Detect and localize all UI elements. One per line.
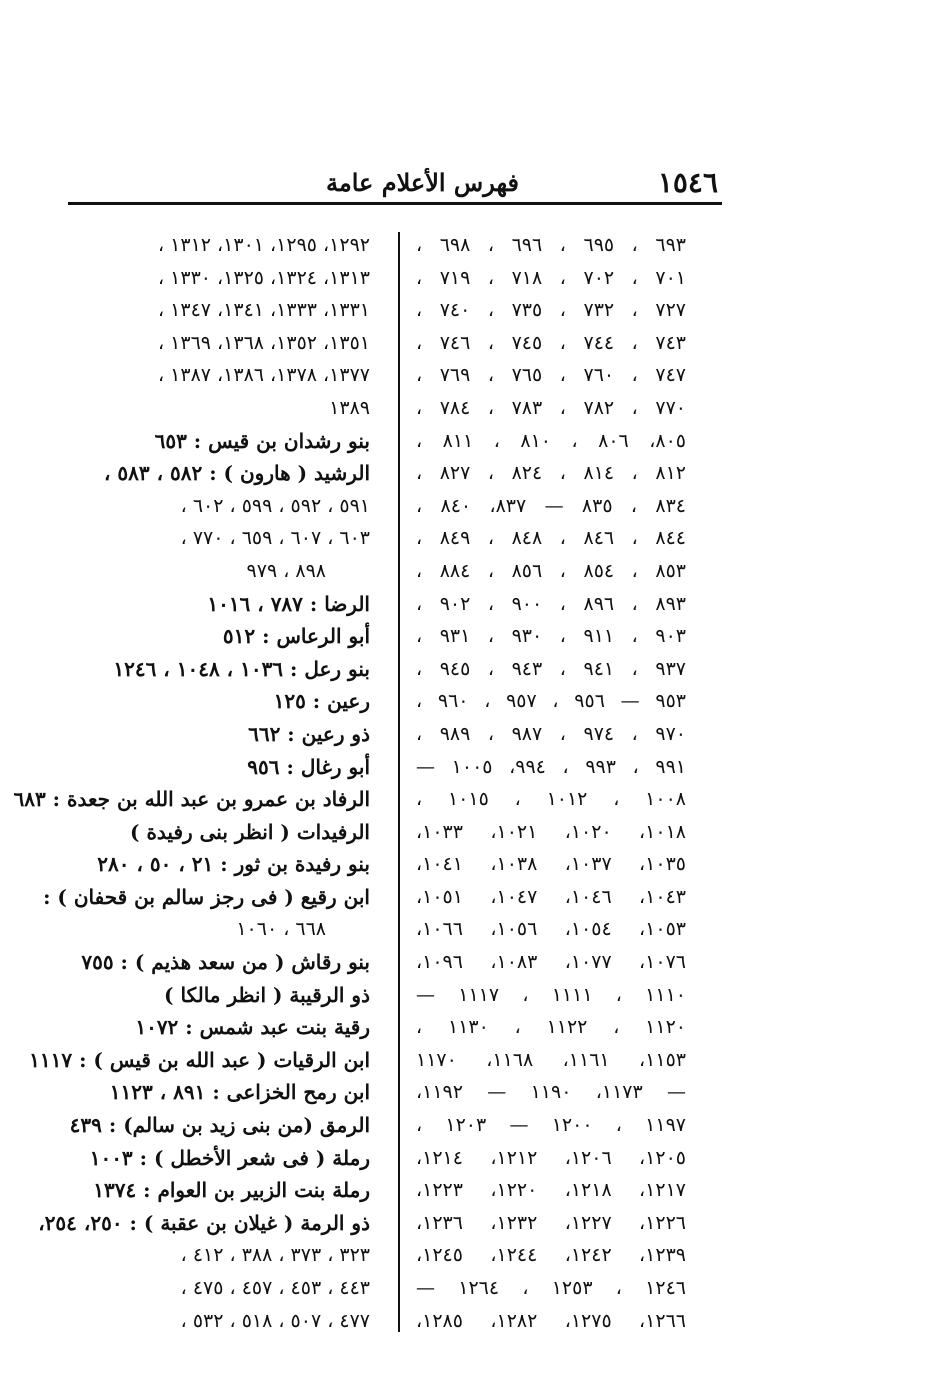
index-line: ١٣٨٩ [329,396,370,419]
index-entry: أبو الرعاس : ٥١٢ [222,624,370,649]
index-entry: ذو الرمة ( غيلان بن عقبة ) : ٢٥٠، ٢٥٤، [38,1210,370,1235]
index-entry: بنو رعل : ١٠٣٦ ، ١٠٤٨ ، ١٢٤٦ [113,656,370,681]
index-line: ١٢٠٥، ١٢٠٦، ١٢١٢، ١٢١٤، [416,1146,686,1169]
index-line: ٨٩٣ ، ٨٩٦ ، ٩٠٠ ، ٩٠٢ ، [416,592,686,615]
index-entry: ابن رمح الخزاعى : ٨٩١ ، ١١٢٣ [109,1080,370,1105]
index-column-right [416,229,686,1337]
index-line: ١٠٣٥، ١٠٣٧، ١٠٣٨، ١٠٤١، [416,853,686,876]
index-line: ٧٢٧ ، ٧٣٢ ، ٧٣٥ ، ٧٤٠ ، [416,299,686,322]
column-divider [398,232,400,1332]
index-line: ٨٥٣ ، ٨٥٤ ، ٨٥٦ ، ٨٨٤ ، [416,559,686,582]
index-line: ٨٤٤ ، ٨٤٦ ، ٨٤٨ ، ٨٤٩ ، [416,527,686,550]
index-entry: ذو الرقيبة ( انظر مالكا ) [164,982,370,1007]
index-line: ١٣٣١، ١٣٣٣، ١٣٤١، ١٣٤٧ ، [158,299,370,322]
index-line: ١٣٧٧، ١٣٧٨، ١٣٨٦، ١٣٨٧ ، [158,364,370,387]
index-line: ٨٠٥، ٨٠٦ ، ٨١٠ ، ٨١١ ، [416,429,686,452]
index-line: ١٠٥٣، ١٠٥٤، ١٠٥٦، ١٠٦٦، [416,918,686,941]
index-line: ١٠١٨، ١٠٢٠، ١٠٢١، ١٠٣٣، [416,820,686,843]
index-line: ١٢٤٦ ، ١٢٥٣ ، ١٢٦٤ — [416,1277,686,1299]
index-line: ٩٧٠ ، ٩٧٤ ، ٩٨٧ ، ٩٨٩ ، [416,722,686,745]
index-entry: بنو رشدان بن قيس : ٦٥٣ [154,428,370,453]
index-line: ١٣٥١، ١٣٥٢، ١٣٦٨، ١٣٦٩ ، [158,331,370,354]
index-entry: بنو رقاش ( من سعد هذيم ) : ٧٥٥ [81,950,370,975]
index-line: ٦٠٣ ، ٦٠٧ ، ٦٥٩ ، ٧٧٠ ، [180,527,370,550]
index-line: ١٢٢٦، ١٢٢٧، ١٢٣٢، ١٢٣٦، [416,1211,686,1234]
index-line: ٤٧٧ ، ٥٠٧ ، ٥١٨ ، ٥٣٢ ، [180,1309,370,1332]
index-line: ٣٢٣ ، ٣٧٣ ، ٣٨٨ ، ٤١٢ ، [180,1244,370,1267]
index-line: ٧٤٣ ، ٧٤٤ ، ٧٤٥ ، ٧٤٦ ، [416,331,686,354]
index-line: ٥٩١ ، ٥٩٢ ، ٥٩٩ ، ٦٠٢ ، [180,494,370,517]
index-line: ٤٤٣ ، ٤٥٣ ، ٤٥٧ ، ٤٧٥ ، [180,1277,370,1299]
index-entry: الرفاد بن عمرو بن عبد الله بن جعدة : ٦٨٣ [13,787,370,812]
index-column-left [13,229,370,1337]
index-line: ٨٩٨ ، ٩٧٩ [246,559,326,582]
index-entry: الرفيدات ( انظر بنى رفيدة ) [130,819,370,844]
index-line: ٧٧٠ ، ٧٨٢ ، ٧٨٣ ، ٧٨٤ ، [416,396,686,419]
index-entry: أبو رغال : ٩٥٦ [247,754,370,779]
page-header [70,166,722,202]
index-line: ١٠٠٨ ، ١٠١٢ ، ١٠١٥ ، [416,788,686,811]
index-line: ٦٦٨ ، ١٠٦٠ [236,918,326,941]
index-line: ١٢٣٩، ١٢٤٢، ١٢٤٤، ١٢٤٥، [416,1244,686,1267]
index-line: ١٢١٧، ١٢١٨، ١٢٢٠، ١٢٢٣، [416,1179,686,1202]
page-number: ١٥٤٦ [657,166,718,199]
index-line: ١١١٠ ، ١١١١ ، ١١١٧ — [416,983,686,1006]
index-line: ١١٥٣، ١١٦١، ١١٦٨، ١١٧٠ [416,1048,686,1071]
index-line: — ١١٧٣، ١١٩٠ — ١١٩٢، [416,1081,686,1104]
index-line: ٨٣٤ ، ٨٣٥ — ٨٣٧، ٨٤٠ ، [416,494,686,517]
index-line: ١٢٦٦، ١٢٧٥، ١٢٨٢، ١٢٨٥، [416,1309,686,1332]
index-entry: بنو رفيدة بن ثور : ٢١ ، ٥٠ ، ٢٨٠ [97,852,370,877]
index-line: ٧٤٧ ، ٧٦٠ ، ٧٦٥ ، ٧٦٩ ، [416,364,686,387]
index-entry: الرشيد ( هارون ) : ٥٨٢ ، ٥٨٣ ، [103,461,370,486]
index-entry: رملة بنت الزبير بن العوام : ١٣٧٤ [93,1178,370,1203]
index-entry: ابن رقيع ( فى رجز سالم بن قحفان ) : [43,884,370,909]
index-line: ٩٩١ ، ٩٩٣ ، ٩٩٤، ١٠٠٥ — [416,755,687,778]
header-rule [68,202,722,205]
index-line: ٩٠٣ ، ٩١١ ، ٩٣٠ ، ٩٣١ ، [416,625,686,648]
running-title: فهرس الأعلام عامة [326,168,519,197]
index-line: ٩٣٧ ، ٩٤١ ، ٩٤٣ ، ٩٤٥ ، [416,657,686,680]
index-line: ١١٩٧ ، ١٢٠٠ — ١٢٠٣ ، [416,1114,686,1137]
index-line: ٦٩٣ ، ٦٩٥ ، ٦٩٦ ، ٦٩٨ ، [416,234,686,256]
index-entry: الرمق (من بنى زيد بن سالم) : ٤٣٩ [69,1113,370,1138]
index-line: ١٢٩٢، ١٢٩٥، ١٣٠١، ١٣١٢ ، [158,234,370,256]
index-entry: ذو رعين : ٦٦٢ [248,721,370,746]
index-line: ٧٠١ ، ٧٠٢ ، ٧١٨ ، ٧١٩ ، [416,266,686,289]
index-entry: ابن الرقيات ( عبد الله بن قيس ) : ١١١٧ [29,1047,370,1072]
index-entry: رعين : ١٢٥ [273,689,370,714]
index-line: ١٠٤٣، ١٠٤٦، ١٠٤٧، ١٠٥١، [416,885,686,908]
index-line: ٩٥٣ — ٩٥٦ ، ٩٥٧ ، ٩٦٠ ، [416,690,686,713]
index-line: ١١٢٠ ، ١١٢٢ ، ١١٣٠ ، [416,1016,686,1039]
index-entry: رملة ( فى شعر الأخطل ) : ١٠٠٣ [89,1145,370,1170]
index-entry: الرضا : ٧٨٧ ، ١٠١٦ [207,591,370,616]
index-line: ١٣١٣، ١٣٢٤، ١٣٢٥، ١٣٣٠ ، [158,266,370,289]
index-line: ٨١٢ ، ٨١٤ ، ٨٢٤ ، ٨٢٧ ، [416,462,686,485]
index-entry: رقية بنت عبد شمس : ١٠٧٢ [135,1015,370,1040]
index-line: ١٠٧٦، ١٠٧٧، ١٠٨٣، ١٠٩٦، [416,951,686,974]
